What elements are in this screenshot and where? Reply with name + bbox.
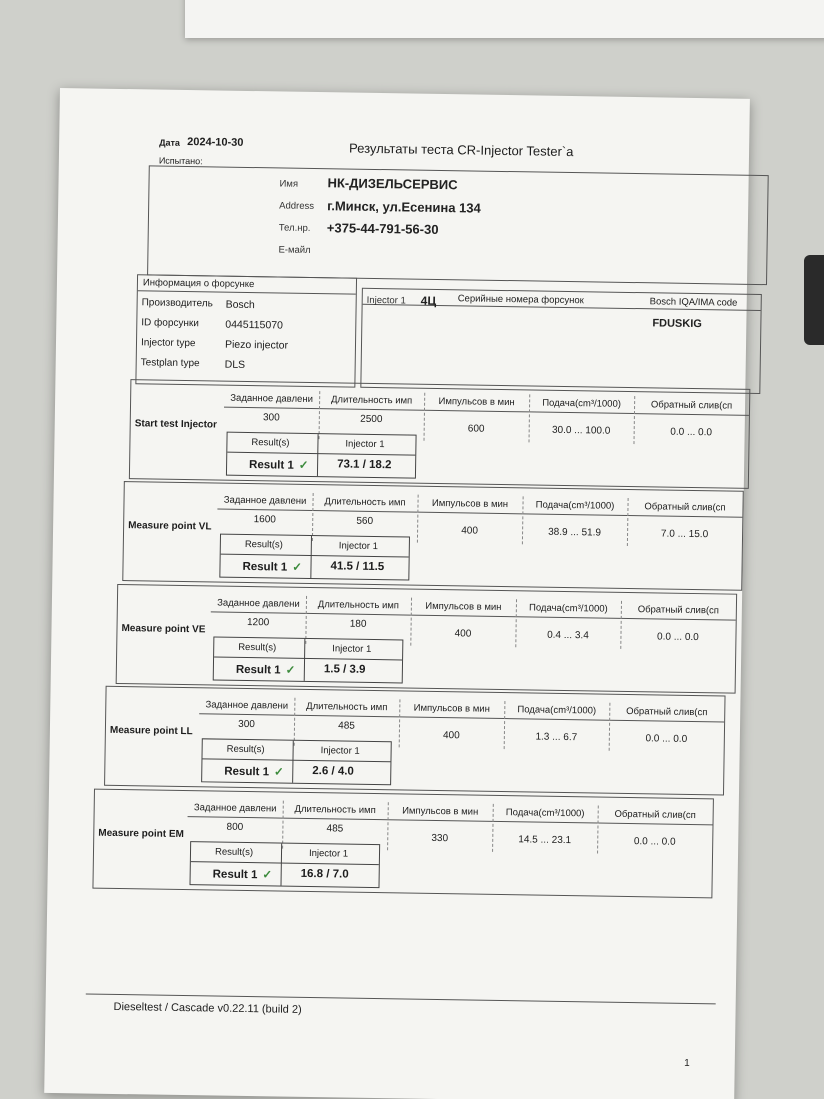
column-header-return: Обратный слив(cп xyxy=(634,396,749,416)
value-pulses: 400 xyxy=(461,525,479,537)
column-header-pulses: Импульсов в мин xyxy=(399,699,504,719)
column-header-pressure: Заданное давлени xyxy=(199,696,294,715)
results-label: Result(s) xyxy=(238,641,277,654)
column-header-return: Обратный слив(cп xyxy=(598,806,713,826)
test-name: Measure point VE xyxy=(121,623,206,636)
client-info-box xyxy=(147,165,769,285)
row-value: 0445115070 xyxy=(225,318,284,332)
result-label xyxy=(236,662,296,677)
value-duration: 180 xyxy=(349,618,367,630)
report-header xyxy=(159,134,709,167)
check-icon: ✓ xyxy=(262,869,273,882)
row-label: Testplan type xyxy=(140,357,200,370)
injector-info-row xyxy=(141,317,284,332)
result-divider xyxy=(317,434,319,476)
test-report-sheet xyxy=(44,88,750,1099)
value-pulses: 400 xyxy=(454,628,472,640)
name-value: НК-ДИЗЕЛЬСЕРВИС xyxy=(327,175,458,193)
column-header-return: Обратный слив(cп xyxy=(621,601,736,621)
results-label: Result(s) xyxy=(226,743,265,756)
column-header-pressure: Заданное давлени xyxy=(188,799,283,818)
test-name: Start test Injector xyxy=(134,418,218,431)
value-duration: 2500 xyxy=(360,413,383,426)
value-pulses: 330 xyxy=(431,832,449,845)
test-block xyxy=(129,379,750,489)
result-value: 73.1 / 18.2 xyxy=(337,458,392,472)
serial-injector-value: 4Ц xyxy=(420,293,437,308)
column-header-duration: Длительность имп xyxy=(294,698,399,718)
test-block xyxy=(92,789,713,899)
column-header-delivery: Подача(cm³/1000) xyxy=(504,701,609,721)
email-label: E-майл xyxy=(278,244,311,256)
injector-column-label: Injector 1 xyxy=(345,438,385,451)
value-pressure: 300 xyxy=(238,718,255,731)
injector-info-row xyxy=(140,337,289,352)
value-pressure: 800 xyxy=(226,821,244,833)
value-delivery: 30.0 ... 100.0 xyxy=(551,424,611,437)
name-label: Имя xyxy=(279,178,299,190)
test-name: Measure point EM xyxy=(98,827,184,841)
column-header-delivery: Подача(cm³/1000) xyxy=(522,496,627,516)
result-text: Result 1 xyxy=(249,459,294,472)
column-header-duration: Длительность имп xyxy=(319,391,424,411)
value-return: 0.0 ... 0.0 xyxy=(670,426,713,439)
value-duration: 485 xyxy=(338,720,355,732)
address-label: Address xyxy=(279,200,315,213)
results-label: Result(s) xyxy=(244,538,283,551)
value-delivery: 38.9 ... 51.9 xyxy=(548,526,602,539)
column-header-pulses: Импульсов в мин xyxy=(411,598,516,618)
result-table xyxy=(219,534,410,581)
test-block xyxy=(122,481,743,591)
result-label xyxy=(213,866,273,881)
serials-box xyxy=(360,288,762,394)
result-table xyxy=(201,738,392,785)
column-header-pressure: Заданное давлени xyxy=(217,492,312,511)
injector-column-label: Injector 1 xyxy=(320,745,360,757)
column-header-pressure: Заданное давлени xyxy=(211,594,306,613)
result-divider xyxy=(280,844,282,886)
results-label: Result(s) xyxy=(251,437,290,449)
row-label: Injector type xyxy=(140,337,196,350)
result-text: Result 1 xyxy=(235,663,281,677)
check-icon: ✓ xyxy=(273,766,284,779)
result-table xyxy=(226,432,417,479)
serials-title: Серийные номера форсунок xyxy=(457,293,584,307)
column-header-delivery: Подача(cm³/1000) xyxy=(529,394,634,414)
column-header-duration: Длительность имп xyxy=(312,493,417,513)
row-value: Bosch xyxy=(225,298,255,312)
result-value: 41.5 / 11.5 xyxy=(330,560,385,574)
value-return: 0.0 ... 0.0 xyxy=(657,631,699,644)
row-label: ID форсунки xyxy=(141,317,200,330)
column-header-return: Обратный слив(cп xyxy=(627,498,742,518)
injector-info-title: Информация о форсунке xyxy=(138,275,356,294)
phone-value: +375-44-791-56-30 xyxy=(326,220,439,237)
background-paper xyxy=(185,0,824,38)
result-divider xyxy=(310,536,312,578)
value-pressure: 1200 xyxy=(246,617,270,629)
value-pulses: 600 xyxy=(467,423,485,435)
result-text: Result 1 xyxy=(212,868,258,882)
column-header-pulses: Импульсов в мин xyxy=(388,802,493,822)
value-return: 0.0 ... 0.0 xyxy=(645,733,688,745)
column-header-duration: Длительность имп xyxy=(306,596,411,616)
injector-column-label: Injector 1 xyxy=(338,540,379,553)
value-return: 0.0 ... 0.0 xyxy=(633,836,676,848)
value-pressure: 300 xyxy=(262,412,280,424)
test-block xyxy=(104,686,725,796)
phone-label: Тел.нр. xyxy=(278,222,311,234)
value-delivery: 0.4 ... 3.4 xyxy=(547,629,589,642)
software-version: Dieseltest / Cascade v0.22.11 (build 2) xyxy=(113,1000,302,1016)
column-header-delivery: Подача(cm³/1000) xyxy=(493,804,598,824)
test-block xyxy=(116,584,737,694)
check-icon: ✓ xyxy=(285,664,296,677)
date-value: 2024-10-30 xyxy=(187,136,244,149)
result-divider xyxy=(304,639,306,681)
result-label xyxy=(224,764,284,779)
result-table xyxy=(213,636,404,683)
serial-injector-label: Injector 1 xyxy=(366,294,406,307)
row-label: Производитель xyxy=(141,297,213,310)
result-text: Result 1 xyxy=(224,765,270,779)
result-table xyxy=(189,841,380,888)
background-object xyxy=(804,255,824,345)
check-icon: ✓ xyxy=(292,561,302,574)
result-label xyxy=(249,457,309,472)
column-header-pulses: Импульсов в мин xyxy=(424,393,529,413)
injector-column-label: Injector 1 xyxy=(332,643,372,655)
value-pressure: 1600 xyxy=(253,514,276,526)
row-value: Piezo injector xyxy=(224,338,289,352)
injector-info-box xyxy=(135,274,357,387)
column-header-pressure: Заданное давлени xyxy=(224,390,319,409)
column-header-return: Обратный слив(cп xyxy=(609,703,724,723)
code-header: Bosch IQA/IMA code xyxy=(649,296,738,309)
results-label: Result(s) xyxy=(214,846,254,859)
result-text: Result 1 xyxy=(242,560,288,574)
value-return: 7.0 ... 15.0 xyxy=(660,528,709,541)
result-value: 2.6 / 4.0 xyxy=(312,765,354,778)
column-header-duration: Длительность имп xyxy=(283,801,388,821)
value-delivery: 14.5 ... 23.1 xyxy=(518,834,572,847)
value-delivery: 1.3 ... 6.7 xyxy=(535,731,578,744)
check-icon: ✓ xyxy=(298,459,309,472)
tested-label: Испытано: xyxy=(158,155,203,167)
value-duration: 560 xyxy=(356,515,374,527)
result-value: 1.5 / 3.9 xyxy=(323,663,366,676)
result-divider xyxy=(292,741,294,783)
injector-info-row xyxy=(140,357,246,371)
page-number: 1 xyxy=(684,1057,690,1070)
address-value: г.Минск, ул.Есенина 134 xyxy=(327,198,481,216)
date-label: Дата xyxy=(159,137,181,148)
test-name: Measure point LL xyxy=(109,724,193,738)
test-name: Measure point VL xyxy=(128,520,212,533)
iqa-code-value: FDUSKIG xyxy=(652,317,702,331)
value-duration: 485 xyxy=(326,823,344,835)
column-header-delivery: Подача(cm³/1000) xyxy=(516,599,621,619)
value-pulses: 400 xyxy=(442,730,460,742)
row-value: DLS xyxy=(224,358,246,371)
injector-info-row xyxy=(141,297,255,312)
result-value: 16.8 / 7.0 xyxy=(300,867,349,881)
result-label xyxy=(242,559,302,574)
report-title: Результаты теста CR-Injector Tester`a xyxy=(348,140,574,160)
column-header-pulses: Импульсов в мин xyxy=(417,495,522,515)
injector-column-label: Injector 1 xyxy=(308,848,349,860)
